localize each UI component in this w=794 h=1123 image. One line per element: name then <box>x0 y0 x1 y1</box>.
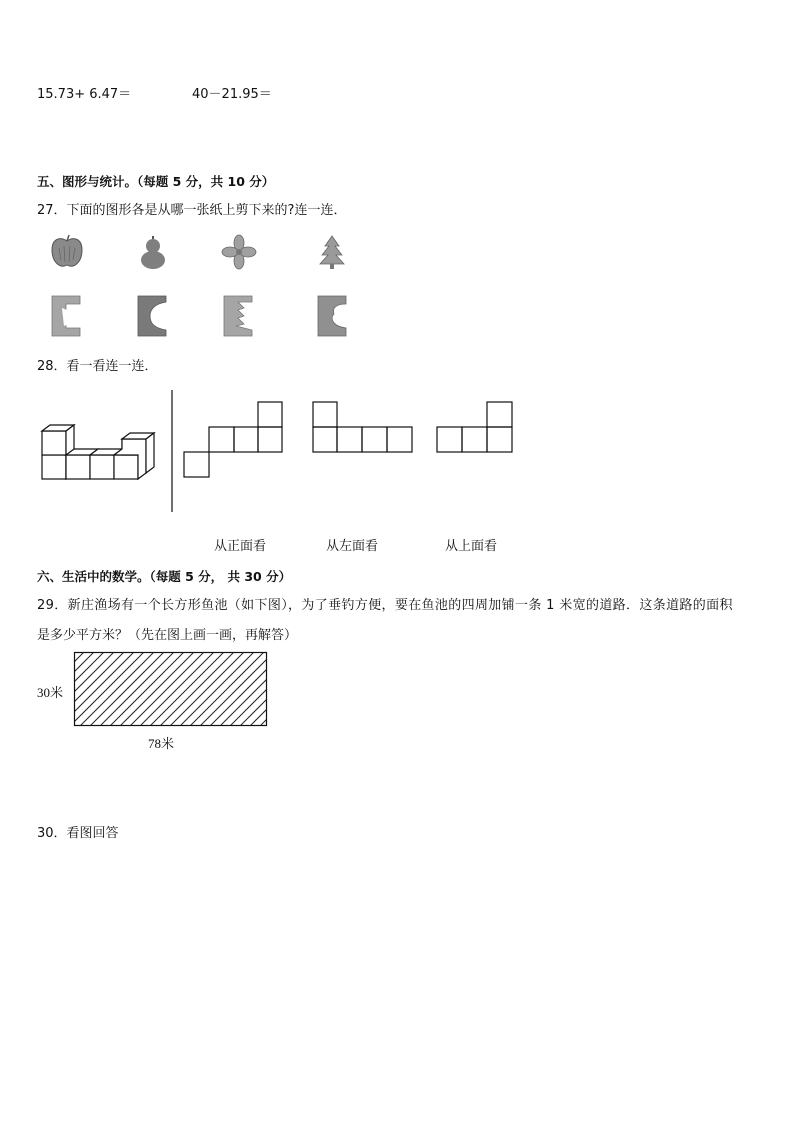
view-label-front: 从正面看 <box>214 539 267 554</box>
view-label-top: 从上面看 <box>445 539 498 554</box>
view-option-3 <box>436 401 514 455</box>
tree-cutout-icon <box>317 234 347 270</box>
fish-pond-rectangle <box>74 652 268 727</box>
question-27: 27．下面的图形各是从哪一张纸上剪下来的?连一连． <box>37 203 347 218</box>
view-option-1 <box>183 401 285 479</box>
paper-apple-hole-icon <box>318 296 346 336</box>
pond-height-label: 30米 <box>37 685 64 700</box>
calc-expression-2: 40－21.95＝ <box>192 87 272 102</box>
question-30: 30．看图回答 <box>37 826 119 841</box>
flower-cutout-icon <box>221 234 257 270</box>
section-5-heading: 五、图形与统计。（每题 5 分，共 10 分） <box>37 174 275 189</box>
question-29-line-2: 是多少平方米？（先在图上画一画，再解答） <box>37 628 298 643</box>
calc-expression-1: 15.73+ 6.47＝ <box>37 87 132 102</box>
view-label-left: 从左面看 <box>326 539 379 554</box>
pond-width-label: 78米 <box>148 736 175 751</box>
question-28: 28．看一看连一连． <box>37 359 158 374</box>
section-6-heading: 六、生活中的数学。（每题 5 分， 共 30 分） <box>37 569 292 584</box>
paper-rounded-hole-icon <box>138 296 166 336</box>
question-29-line-1: 29．新庄渔场有一个长方形鱼池（如下图），为了垂钓方便，要在鱼池的四周加铺一条 1 米宽的道路．这条道路的面积 <box>37 598 733 613</box>
apple-cutout-icon <box>50 234 84 270</box>
view-option-2 <box>312 401 414 455</box>
paper-leaf-hole-icon <box>52 296 80 336</box>
cube-stack-figure <box>40 422 155 480</box>
vertical-divider <box>171 390 173 512</box>
gourd-cutout-icon <box>138 234 168 270</box>
paper-tree-hole-icon <box>224 296 252 336</box>
